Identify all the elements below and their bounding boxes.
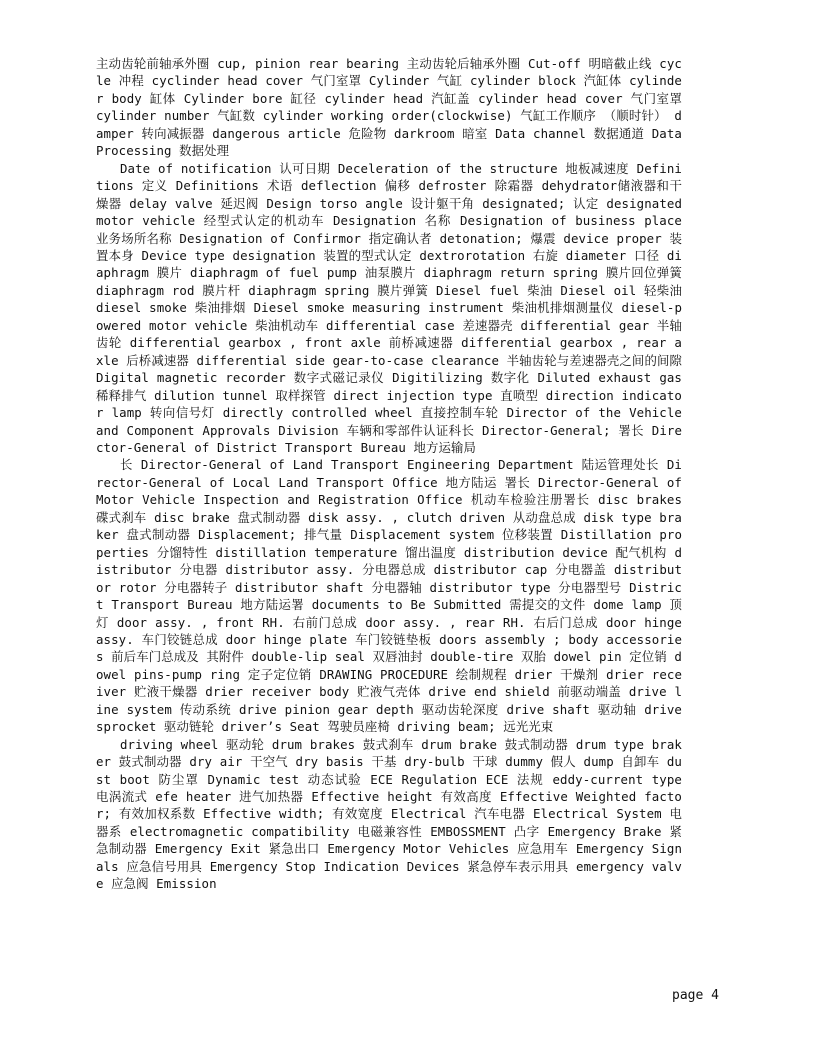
glossary-paragraph: 主动齿轮前轴承外圈 cup, pinion rear bearing 主动齿轮后轴承外圈 Cut-off 明暗截止线 cycle 冲程 cyclinder head cover 气门室罩 Cylinder 气缸 cylinder block 汽缸体 cylinder body 缸体 Cylinder bore 缸径 cylinder head 汽缸盖 cylinder head cover 气门室罩 cylinder number 气缸数 cylinder working order(clockwise) 气缸工作顺序 （顺时针） damper 转向减振器 dangerous article 危险物 darkroom 暗室 Data channel 数据通道 Data Processing 数据处理 [96,56,682,159]
glossary-paragraph: Date of notification 认可日期 Deceleration of the structure 地板减速度 Definitions 定义 Definitions 术语 deflection 偏移 defroster 除霜器 dehydrator储液器和干燥器 delay valve 延迟阀 Design torso angle 设计躯干角 designated; 认定 designated motor vehicle 经型式认定的机动车 Designation 名称 Designation of business place 业务场所名称 Designation of Confirmor 指定确认者 detonation; 爆震 device proper 装置本身 Device type designation 装置的型式认定 dextrorotation 右旋 diameter 口径 diaphragm 膜片 diaphragm of fuel pump 油泵膜片 diaphragm return spring 膜片回位弹簧 diaphragm rod 膜片杆 diaphragm spring 膜片弹簧 Diesel fuel 柴油 Diesel oil 轻柴油 diesel smoke 柴油排烟 Diesel smoke measuring instrument 柴油机排烟测量仪 diesel-powered motor vehicle 柴油机动车 differential case 差速器壳 differential gear 半轴齿轮 differential gearbox , front axle 前桥减速器 differential gearbox , rear axle 后桥减速器 differential side gear-to-case clearance 半轴齿轮与差速器壳之间的间隙 Digital magnetic recorder 数字式磁记录仪 Digitilizing 数字化 Diluted exhaust gas 稀释排气 dilution tunnel 取样探管 direct injection type 直喷型 direction indicator lamp 转向信号灯 directly controlled wheel 直接控制车轮 Director of the Vehicle and Component Approvals Division 车辆和零部件认证科长 Director-General; 署长 Director-General of District Transport Bureau 地方运输局 [96,160,682,455]
page-number: page 4 [672,988,719,1003]
glossary-paragraph: 长 Director-General of Land Transport Engineering Department 陆运管理处长 Director-General of Local Land Transport Office 地方陆运 署长 Director-General of Motor Vehicle Inspection and Registration Office 机动车检验注册署长 disc brakes 碟式刹车 disc brake 盘式制动器 disk assy. , clutch driven 从动盘总成 disk type braker 盘式制动器 Displacement; 排气量 Displacement system 位移装置 Distillation properties 分馏特性 distillation temperature 馏出温度 distribution device 配气机构 distributor 分电器 distributor assy. 分电器总成 distributor cap 分电器盖 distributor rotor 分电器转子 distributor shaft 分电器轴 distributor type 分电器型号 District Transport Bureau 地方陆运署 documents to Be Submitted 需提交的文件 dome lamp 顶灯 door assy. , front RH. 右前门总成 door assy. , rear RH. 右后门总成 door hinge assy. 车门铰链总成 door hinge plate 车门铰链垫板 doors assembly ; body accessories 前后车门总成及 其附件 double-lip seal 双唇油封 double-tire 双胎 dowel pin 定位销 dowel pins-pump ring 定子定位销 DRAWING PROCEDURE 绘制规程 drier 干燥剂 drier receiver 贮液干燥器 drier receiver body 贮液气壳体 drive end shield 前驱动端盖 drive line system 传动系统 drive pinion gear depth 驱动齿轮深度 drive shaft 驱动轴 drive sprocket 驱动链轮 driver’s Seat 驾驶员座椅 driving beam; 远光光束 [96,457,682,735]
glossary-paragraph: driving wheel 驱动轮 drum brakes 鼓式刹车 drum brake 鼓式制动器 drum type braker 鼓式制动器 dry air 干空气 dry basis 干基 dry-bulb 干球 dummy 假人 dump 自卸车 dust boot 防尘罩 Dynamic test 动态试验 ECE Regulation ECE 法规 eddy-current type 电涡流式 efe heater 进气加热器 Effective height 有效高度 Effective Weighted factor; 有效加权系数 Effective width; 有效宽度 Electrical 汽车电器 Electrical System 电器系 electromagnetic compatibility 电磁兼容性 EMBOSSMENT 凸字 Emergency Brake 紧急制动器 Emergency Exit 紧急出口 Emergency Motor Vehicles 应急用车 Emergency Signals 应急信号用具 Emergency Stop Indication Devices 紧急停车表示用具 emergency valve 应急阀 Emission [96,736,682,892]
glossary-body [96,55,682,893]
